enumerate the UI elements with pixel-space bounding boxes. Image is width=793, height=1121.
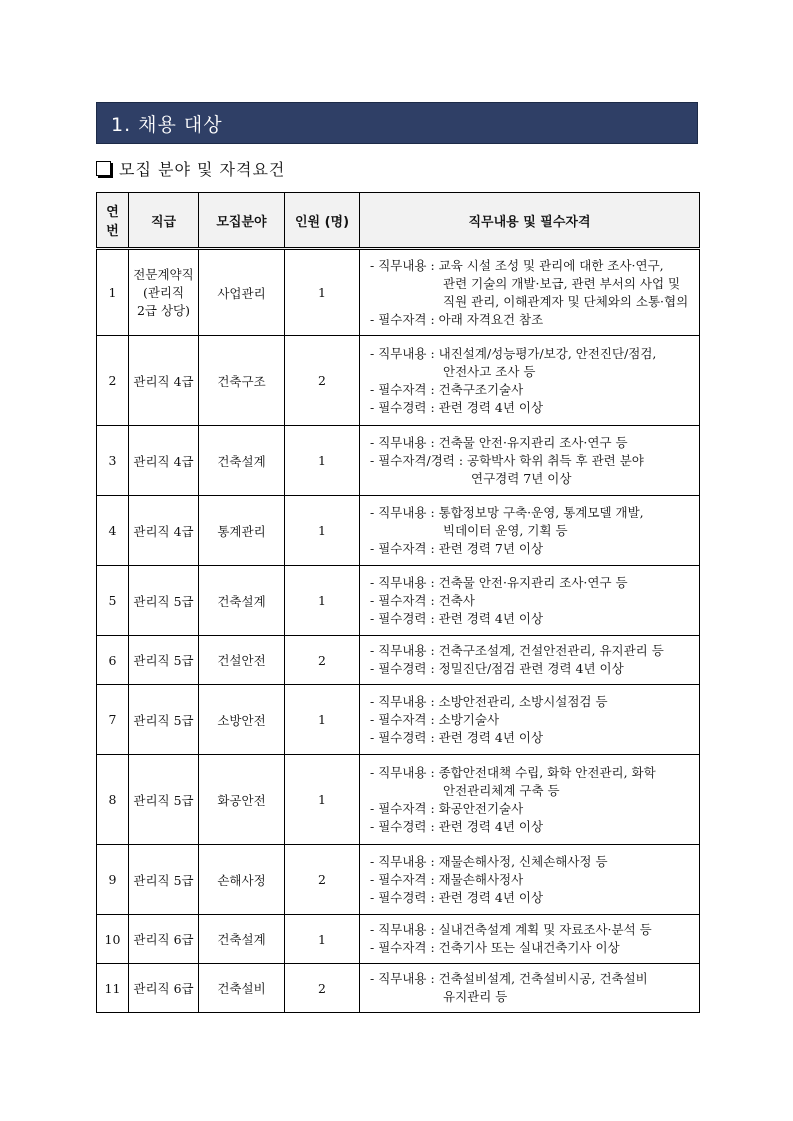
duty-line: - 직무내용 : 재물손해사정, 신체손해사정 등: [370, 853, 608, 869]
header-no: [97, 193, 129, 249]
table-row: [97, 496, 700, 566]
row-duties: [360, 636, 700, 685]
row-grade: 관리직 5급: [129, 755, 199, 845]
row-field: 통계관리: [199, 496, 285, 566]
row-duties: [360, 336, 700, 426]
row-grade: 관리직 4급: [129, 426, 199, 496]
row-field: 손해사정: [199, 845, 285, 915]
duty-line: - 필수자격/경력 : 공학박사 학위 취득 후 관련 분야: [370, 452, 644, 468]
row-no: 10: [97, 915, 129, 964]
row-no: 9: [97, 845, 129, 915]
duty-line: 관련 기술의 개발·보급, 관련 부서의 사업 및: [443, 275, 681, 291]
subheading-label: 모집 분야 및 자격요건: [119, 159, 286, 179]
duty-line: 안전관리체계 구축 등: [443, 782, 560, 798]
row-field: 건축설계: [199, 566, 285, 636]
row-no: 2: [97, 336, 129, 426]
duty-line: 연구경력 7년 이상: [471, 470, 572, 486]
duty-line: - 직무내용 : 소방안전관리, 소방시설점검 등: [370, 693, 608, 709]
duty-line: - 필수자격 : 건축기사 또는 실내건축기사 이상: [370, 940, 620, 955]
duty-line: - 필수자격 : 관련 경력 7년 이상: [370, 540, 544, 556]
table-row: [97, 845, 700, 915]
header-no-line2: 번: [106, 224, 119, 239]
duty-line: - 필수자격 : 건축구조기술사: [370, 381, 524, 397]
header-count: 인원 (명): [285, 193, 360, 249]
row-grade: 관리직 6급: [129, 915, 199, 964]
row-grade: 관리직 6급: [129, 964, 199, 1013]
row-no: 1: [97, 249, 129, 336]
row-field: 화공안전: [199, 755, 285, 845]
row-field: 건축구조: [199, 336, 285, 426]
grade-line: 2급 상당): [136, 302, 191, 318]
table-row: [97, 566, 700, 636]
row-count: 1: [285, 915, 360, 964]
row-field: 건축설계: [199, 426, 285, 496]
row-no: 6: [97, 636, 129, 685]
duty-line: - 필수경력 : 관련 경력 4년 이상: [370, 818, 544, 834]
duty-line: 안전사고 조사 등: [443, 363, 536, 379]
table-row: [97, 336, 700, 426]
duty-line: 빅데이터 운영, 기획 등: [443, 522, 568, 538]
row-no: 11: [97, 964, 129, 1013]
table-row: [97, 249, 700, 336]
row-duties: [360, 915, 700, 964]
row-grade: [129, 249, 199, 336]
row-field: 소방안전: [199, 685, 285, 755]
row-count: 1: [285, 426, 360, 496]
row-no: 3: [97, 426, 129, 496]
duty-line: - 직무내용 : 건축구조설계, 건설안전관리, 유지관리 등: [370, 643, 664, 658]
table-row: [97, 426, 700, 496]
row-grade: 관리직 5급: [129, 685, 199, 755]
row-duties: [360, 249, 700, 336]
row-field: 건설안전: [199, 636, 285, 685]
duty-line: - 필수자격 : 소방기술사: [370, 711, 500, 727]
row-field: 사업관리: [199, 249, 285, 336]
row-count: 2: [285, 964, 360, 1013]
header-duties: 직무내용 및 필수자격: [360, 193, 700, 249]
row-field: 건축설비: [199, 964, 285, 1013]
duty-line: - 필수자격 : 아래 자격요건 참조: [370, 311, 544, 327]
checkbox-icon: [96, 161, 111, 176]
row-count: 2: [285, 636, 360, 685]
row-grade: 관리직 5급: [129, 636, 199, 685]
duty-line: - 직무내용 : 통합정보망 구축·운영, 통계모델 개발,: [370, 504, 644, 520]
header-grade: 직급: [129, 193, 199, 249]
row-duties: [360, 496, 700, 566]
duty-line: 유지관리 등: [443, 989, 508, 1004]
duty-line: - 직무내용 : 건축설비설계, 건축설비시공, 건축설비: [370, 971, 648, 986]
row-field: 건축설계: [199, 915, 285, 964]
row-duties: [360, 685, 700, 755]
section-title: 1. 채용 대상: [96, 102, 698, 144]
row-count: 2: [285, 845, 360, 915]
row-grade: 관리직 4급: [129, 496, 199, 566]
recruitment-table: [96, 192, 700, 1013]
row-no: 7: [97, 685, 129, 755]
duty-line: - 필수경력 : 관련 경력 4년 이상: [370, 729, 544, 745]
duty-line: - 필수경력 : 관련 경력 4년 이상: [370, 889, 544, 905]
grade-line: 전문계약직: [133, 266, 194, 282]
header-field: 모집분야: [199, 193, 285, 249]
duty-line: - 직무내용 : 종합안전대책 수립, 화학 안전관리, 화학: [370, 764, 656, 780]
duty-line: - 직무내용 : 내진설계/성능평가/보강, 안전진단/점검,: [370, 345, 657, 361]
duty-line: - 필수경력 : 관련 경력 4년 이상: [370, 610, 544, 626]
duty-line: - 직무내용 : 교육 시설 조성 및 관리에 대한 조사·연구,: [370, 257, 664, 273]
row-duties: [360, 566, 700, 636]
row-no: 4: [97, 496, 129, 566]
table-row: [97, 964, 700, 1013]
row-count: 1: [285, 496, 360, 566]
table-row: [97, 685, 700, 755]
row-no: 5: [97, 566, 129, 636]
row-count: 1: [285, 249, 360, 336]
row-grade: 관리직 5급: [129, 845, 199, 915]
row-count: 1: [285, 685, 360, 755]
header-no-line1: 연: [106, 205, 119, 220]
row-duties: [360, 845, 700, 915]
row-duties: [360, 964, 700, 1013]
table-row: [97, 636, 700, 685]
grade-line: (관리직: [142, 284, 185, 300]
row-grade: 관리직 5급: [129, 566, 199, 636]
duty-line: - 직무내용 : 건축물 안전·유지관리 조사·연구 등: [370, 434, 628, 450]
row-grade: 관리직 4급: [129, 336, 199, 426]
table-row: [97, 755, 700, 845]
row-count: 1: [285, 566, 360, 636]
row-duties: [360, 426, 700, 496]
duty-line: - 직무내용 : 건축물 안전·유지관리 조사·연구 등: [370, 574, 628, 590]
table-row: [97, 915, 700, 964]
duty-line: 직원 관리, 이해관계자 및 단체와의 소통·협의: [443, 293, 689, 309]
row-duties: [360, 755, 700, 845]
row-count: 1: [285, 755, 360, 845]
duty-line: - 필수경력 : 관련 경력 4년 이상: [370, 399, 544, 415]
duty-line: - 필수경력 : 정밀진단/점검 관련 경력 4년 이상: [370, 661, 624, 676]
duty-line: - 필수자격 : 재물손해사정사: [370, 871, 524, 887]
duty-line: - 필수자격 : 화공안전기술사: [370, 800, 524, 816]
row-count: 2: [285, 336, 360, 426]
duty-line: - 필수자격 : 건축사: [370, 592, 475, 608]
duty-line: - 직무내용 : 실내건축설계 계획 및 자료조사·분석 등: [370, 922, 652, 937]
row-no: 8: [97, 755, 129, 845]
subheading: [96, 157, 285, 179]
table-header-row: [97, 193, 700, 249]
